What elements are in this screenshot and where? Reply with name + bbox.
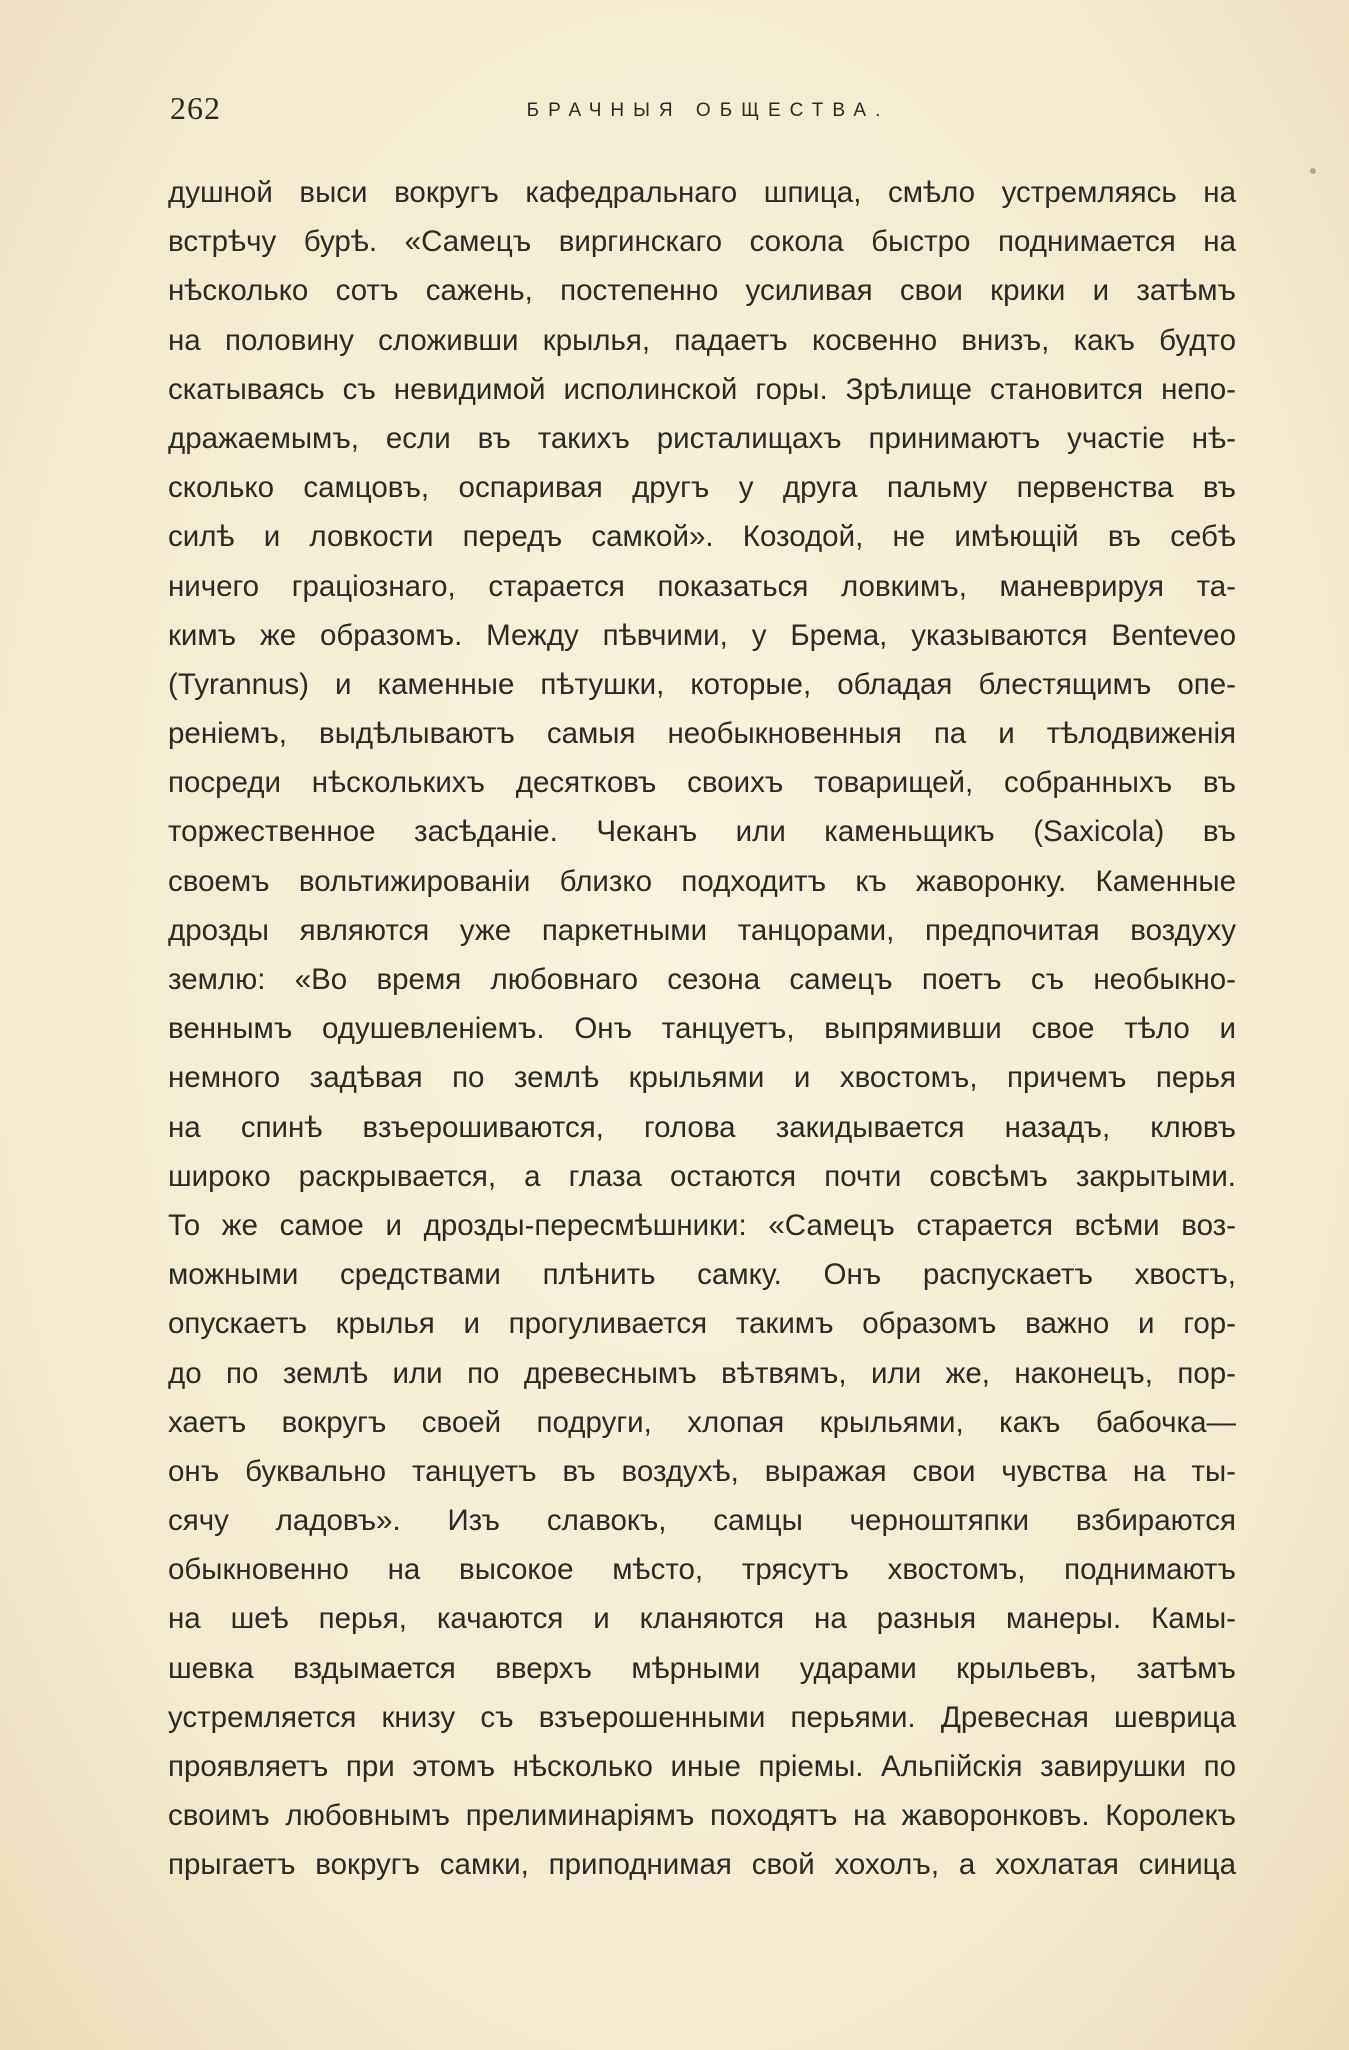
text-line: сколько самцовъ, оспаривая другъ у друга пальму первенства въ — [168, 471, 1236, 505]
text-line: дрозды являются уже паркетными танцорами, предпочитая воздуху — [168, 913, 1236, 947]
text-line: реніемъ, выдѣлываютъ самыя необыкновенныя па и тѣлодвиженія — [168, 717, 1236, 751]
text-line: встрѣчу бурѣ. «Самецъ виргинскаго сокола быстро поднимается на — [168, 225, 1236, 259]
text-line: на шеѣ перья, качаются и кланяются на разныя манеры. Камы- — [168, 1602, 1236, 1636]
text-line: прыгаетъ вокругъ самки, приподнимая свой хохолъ, а хохлатая синица — [168, 1848, 1236, 1882]
text-line: онъ буквально танцуетъ въ воздухѣ, выражая свои чувства на ты- — [168, 1454, 1236, 1488]
text-line: нѣсколько сотъ сажень, постепенно усиливая свои крики и затѣмъ — [168, 274, 1236, 308]
text-line: на спинѣ взъерошиваются, голова закидывается назадъ, клювъ — [168, 1110, 1236, 1144]
text-line: ничего граціознаго, старается показаться ловкимъ, маневрируя та- — [168, 569, 1236, 603]
text-line: опускаетъ крылья и прогуливается такимъ образомъ важно и гор- — [168, 1307, 1236, 1341]
page-number: 262 — [170, 90, 221, 126]
text-line: кимъ же образомъ. Между пѣвчими, у Брема, указываются Benteveo — [168, 618, 1236, 652]
text-line: можными средствами плѣнить самку. Онъ распускаетъ хвостъ, — [168, 1258, 1236, 1292]
text-line: сячу ладовъ». Изъ славокъ, самцы черноштяпки взбираются — [168, 1504, 1236, 1538]
running-head: БРАЧНЫЯ ОБЩЕСТВА. — [526, 100, 890, 121]
text-line: хаетъ вокругъ своей подруги, хлопая крыльями, какъ бабочка— — [168, 1405, 1236, 1439]
text-line: То же самое и дрозды-пересмѣшники: «Самецъ старается всѣми воз- — [168, 1208, 1236, 1242]
text-line: посреди нѣсколькихъ десятковъ своихъ товарищей, собранныхъ въ — [168, 766, 1236, 800]
paper-spot — [1310, 168, 1316, 174]
text-line: (Tyrannus) и каменные пѣтушки, которые, обладая блестящимъ опе- — [168, 667, 1236, 701]
text-line: торжественное засѣданіе. Чеканъ или каменьщикъ (Saxicola) въ — [168, 815, 1236, 849]
text-line: немного задѣвая по землѣ крыльями и хвостомъ, причемъ перья — [168, 1061, 1236, 1095]
body-text — [168, 168, 1236, 1890]
text-line: веннымъ одушевленіемъ. Онъ танцуетъ, выпрямивши свое тѣло и — [168, 1012, 1236, 1046]
text-line: проявляетъ при этомъ нѣсколько иные пріемы. Альпійскія завирушки по — [168, 1750, 1236, 1783]
text-line: землю: «Во время любовнаго сезона самецъ поетъ съ необыкно- — [168, 963, 1236, 996]
text-line: своемъ вольтижированіи близко подходитъ къ жаворонку. Каменные — [168, 864, 1236, 898]
text-line: дражаемымъ, если въ такихъ ристалищахъ принимаютъ участіе нѣ- — [168, 421, 1236, 455]
text-line: на половину сложивши крылья, падаетъ косвенно внизъ, какъ будто — [168, 323, 1236, 357]
text-line: силѣ и ловкости передъ самкой». Козодой, не имѣющій въ себѣ — [168, 520, 1236, 554]
text-line: скатываясь съ невидимой исполинской горы. Зрѣлище становится непо- — [168, 372, 1236, 406]
text-line: устремляется книзу съ взъерошенными перьями. Древесная шеврица — [168, 1700, 1236, 1734]
text-line: до по землѣ или по древеснымъ вѣтвямъ, или же, наконецъ, пор- — [168, 1356, 1236, 1390]
text-line: своимъ любовнымъ прелиминаріямъ походятъ на жаворонковъ. Королекъ — [168, 1799, 1236, 1833]
page-header — [168, 90, 1248, 134]
text-line: шевка вздымается вверхъ мѣрными ударами крыльевъ, затѣмъ — [168, 1651, 1236, 1685]
text-line: обыкновенно на высокое мѣсто, трясутъ хвостомъ, поднимаютъ — [168, 1553, 1236, 1587]
text-line: душной выси вокругъ кафедральнаго шпица, смѣло устремляясь на — [168, 176, 1236, 209]
text-line: широко раскрывается, а глаза остаются почти совсѣмъ закрытыми. — [168, 1159, 1236, 1193]
